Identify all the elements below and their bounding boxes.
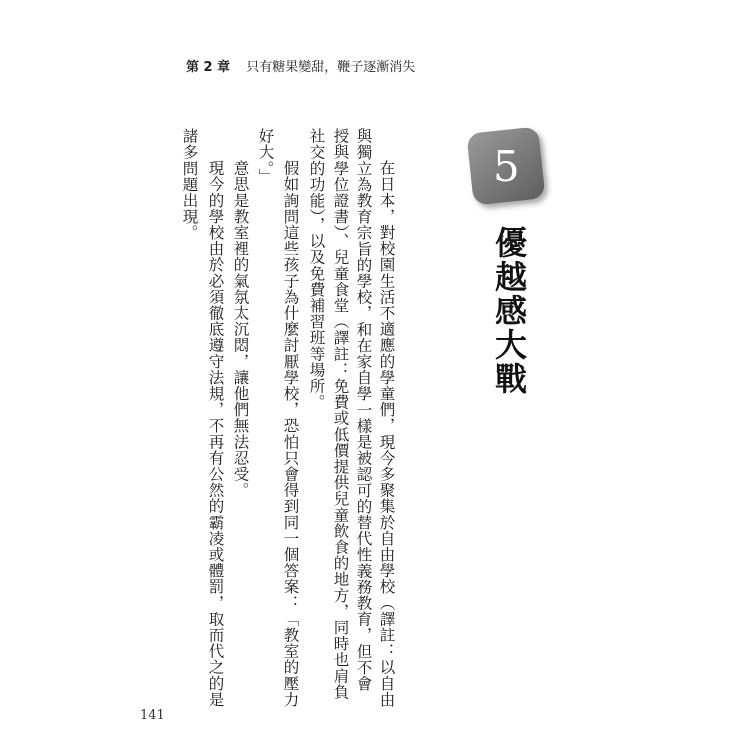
text-column-2: 與獨立為教育宗旨的學校，和在家自學一樣是被認可的替代性義務教育，但不會 bbox=[354, 128, 373, 692]
text-column-3: 授與學位證書）、兒童食堂（譯註：免費或低價提供兒童飲食的地方，同時也肩負 bbox=[331, 128, 350, 700]
text-column-9: 諸多問題出現。 bbox=[180, 128, 199, 241]
text-column-5: 假如詢問這些孩子為什麼討厭學校，恐怕只會得到同一個答案：「教室的壓力 bbox=[281, 160, 300, 708]
running-header bbox=[186, 56, 415, 75]
text-column-4: 社交的功能），以及免費補習班等場所。 bbox=[307, 128, 326, 411]
page-number: 141 bbox=[140, 708, 165, 723]
text-column-1: 在日本，對校園生活不適應的學童們，現今多聚集於自由學校（譯註：以自由 bbox=[377, 160, 396, 708]
section-title: 優越感大戰 bbox=[490, 226, 528, 396]
section-number-badge bbox=[466, 126, 545, 205]
chapter-title-header: 只有糖果變甜，鞭子逐漸消失 bbox=[246, 60, 416, 75]
section-number: 5 bbox=[492, 141, 520, 191]
text-column-6: 好大。」 bbox=[256, 128, 275, 185]
chapter-label: 第 2 章 bbox=[186, 60, 231, 75]
text-column-7: 意思是教室裡的氣氛太沉悶，讓他們無法忍受。 bbox=[231, 160, 250, 499]
text-column-8: 現今的學校由於必須徹底遵守法規，不再有公然的霸凌或體罰，取而代之的是 bbox=[206, 160, 225, 708]
